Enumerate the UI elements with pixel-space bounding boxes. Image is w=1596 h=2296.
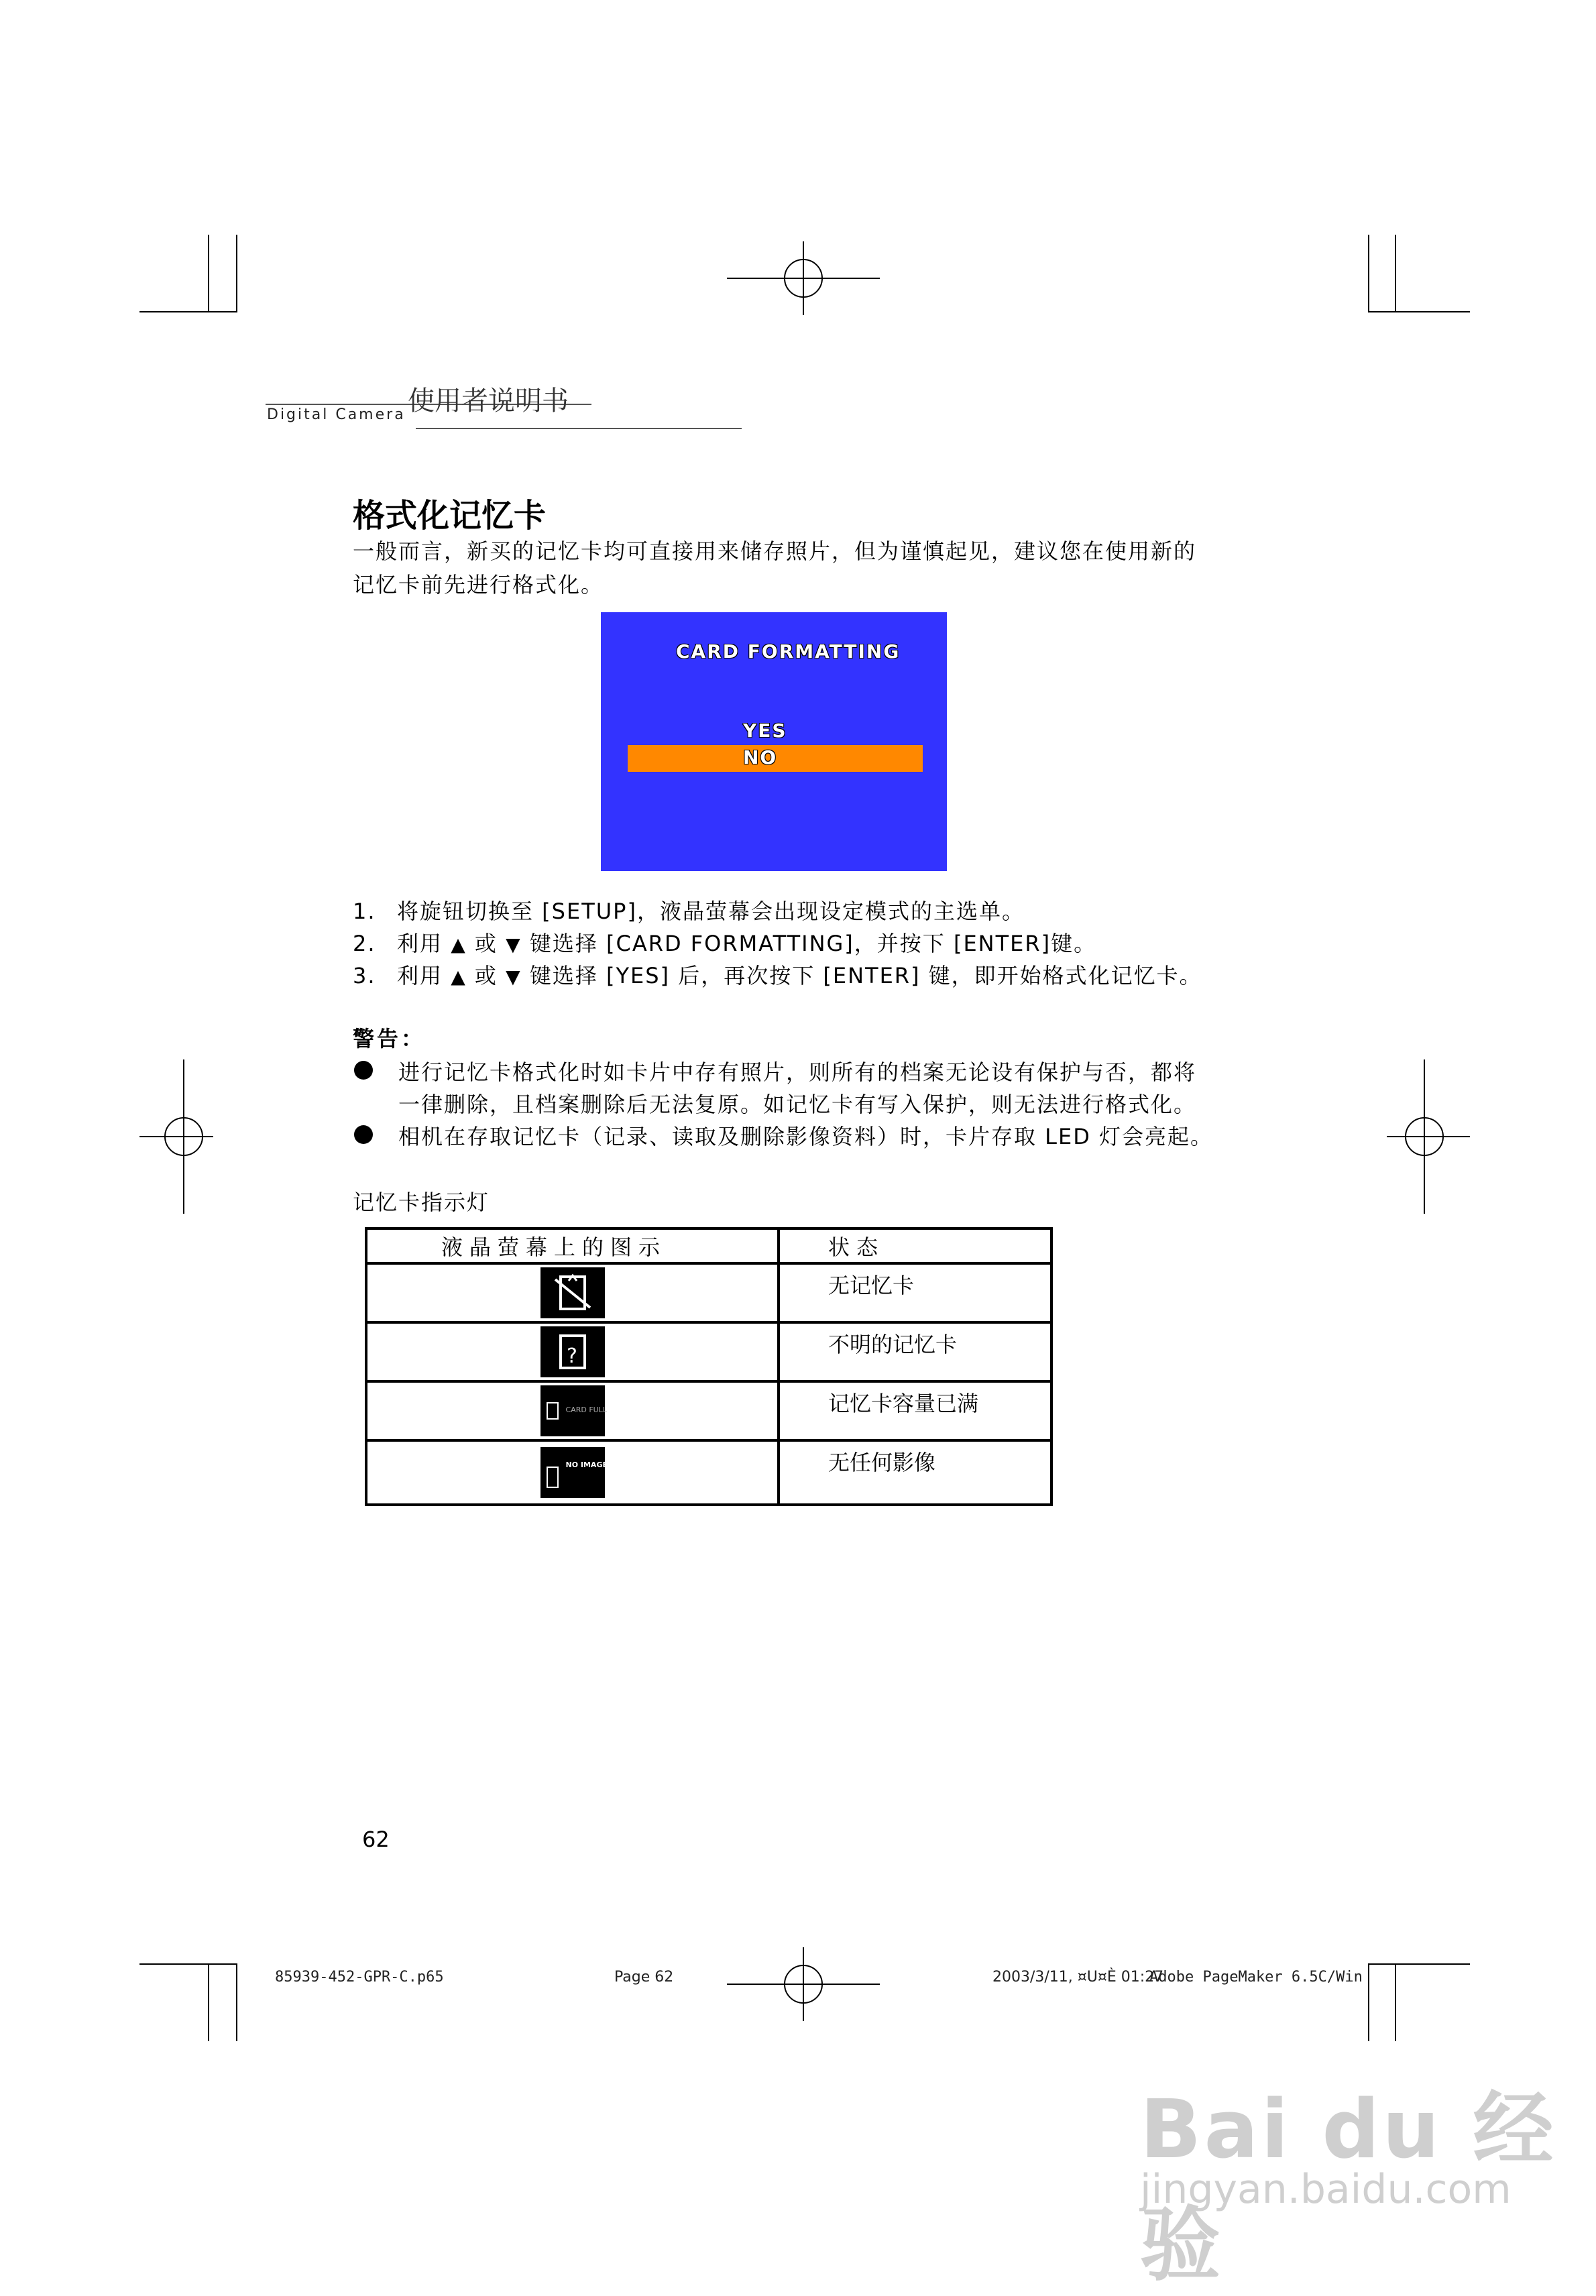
indicator-table — [365, 1227, 1053, 1506]
step-text: 键选择 [YES] 后，再次按下 [ENTER] 键，即开始格式化记忆卡。 — [529, 963, 1202, 988]
warning-item-1-line-2: 一律删除，且档案删除后无法复原。如记忆卡有写入保护，则无法进行格式化。 — [398, 1092, 1197, 1117]
crop-mark — [1368, 311, 1470, 312]
down-arrow-icon: ▼ — [506, 966, 522, 988]
card-full-icon — [540, 1385, 605, 1436]
screen-option-yes: YES — [743, 720, 787, 742]
status-cell: 不明的记忆卡 — [779, 1322, 1051, 1381]
footer-app: Adobe PageMaker 6.5C/Win — [1149, 1969, 1363, 1986]
step-text: 利用 — [397, 963, 443, 988]
crop-mark — [1395, 235, 1396, 312]
warning-item-1-line-1: 进行记忆卡格式化时如卡片中存有照片，则所有的档案无论设有保护与否，都将 — [398, 1059, 1197, 1085]
registration-mark-left — [139, 1059, 213, 1214]
watermark-logo: Bai du 经验 — [1140, 2083, 1556, 2292]
bullet-icon — [354, 1061, 373, 1080]
status-cell: 记忆卡容量已满 — [779, 1381, 1051, 1440]
no-card-icon — [540, 1267, 605, 1318]
step-text: 或 — [474, 963, 498, 988]
table-row — [366, 1322, 1051, 1381]
registration-mark-bottom — [727, 1947, 880, 2021]
step-text: 利用 — [397, 931, 443, 956]
camera-lcd-screen — [601, 612, 947, 871]
table-header-row — [366, 1228, 1051, 1263]
header-label: Digital Camera — [267, 406, 406, 423]
unknown-card-icon — [540, 1326, 605, 1377]
crop-mark — [139, 311, 236, 312]
intro-line-1: 一般而言，新买的记忆卡均可直接用来储存照片，但为谨慎起见，建议您在使用新的 — [353, 538, 1197, 564]
warning-item-2: 相机在存取记忆卡（记录、读取及删除影像资料）时，卡片存取 LED 灯会亮起。 — [398, 1124, 1214, 1149]
section-title: 格式化记忆卡 — [353, 497, 547, 534]
crop-mark — [139, 1963, 236, 1965]
table-row — [366, 1440, 1051, 1505]
icon-cell — [366, 1381, 779, 1440]
step-number: 2. — [353, 931, 376, 956]
table-row — [366, 1381, 1051, 1440]
bullet-icon — [354, 1125, 373, 1144]
step-number: 3. — [353, 963, 376, 988]
crop-mark — [1368, 1963, 1470, 1965]
up-arrow-icon: ▲ — [451, 933, 467, 956]
header-title: 使用者说明书 — [408, 386, 569, 416]
no-image-icon — [540, 1447, 608, 1498]
step-3 — [353, 959, 1202, 990]
crop-mark — [1368, 235, 1369, 312]
crop-mark — [236, 235, 237, 312]
step-1 — [353, 895, 1025, 925]
icon-cell — [366, 1440, 779, 1505]
column-header-icon: 液晶萤幕上的图示 — [366, 1228, 779, 1263]
indicator-table-title: 记忆卡指示灯 — [353, 1190, 490, 1215]
icon-cell — [366, 1322, 779, 1381]
footer-date: 2003/3/11, ¤U¤È 01:27 — [992, 1969, 1164, 1986]
step-text: 键选择 [CARD FORMATTING]，并按下 [ENTER]键。 — [529, 931, 1097, 956]
warning-heading: 警告： — [353, 1026, 426, 1051]
footer-file: 85939-452-GPR-C.p65 — [275, 1969, 444, 1986]
down-arrow-icon: ▼ — [506, 933, 522, 956]
header-rule-right — [416, 428, 742, 429]
icon-cell — [366, 1263, 779, 1322]
step-number: 1. — [353, 899, 376, 924]
step-text: 或 — [474, 931, 498, 956]
svg-text:?: ? — [566, 1344, 577, 1368]
intro-line-2: 记忆卡前先进行格式化。 — [353, 572, 604, 597]
page-number: 62 — [362, 1827, 390, 1852]
crop-mark — [1368, 1963, 1369, 2041]
screen-title: CARD FORMATTING — [676, 640, 901, 663]
step-2 — [353, 927, 1096, 958]
table-row — [366, 1263, 1051, 1322]
icon-text: NO IMAGE — [565, 1460, 608, 1469]
up-arrow-icon: ▲ — [451, 966, 467, 988]
crop-mark — [236, 1963, 237, 2041]
status-cell: 无记忆卡 — [779, 1263, 1051, 1322]
watermark-url: jingyan.baidu.com — [1140, 2166, 1512, 2213]
screen-option-no: NO — [743, 746, 778, 768]
footer-page: Page 62 — [614, 1969, 674, 1986]
status-cell: 无任何影像 — [779, 1440, 1051, 1505]
crop-mark — [208, 1963, 209, 2041]
crop-mark — [1395, 1963, 1396, 2041]
registration-mark-top — [727, 241, 880, 315]
crop-mark — [208, 235, 209, 312]
step-text: 将旋钮切换至 [SETUP]，液晶萤幕会出现设定模式的主选单。 — [397, 899, 1025, 924]
column-header-status: 状态 — [779, 1228, 1051, 1263]
icon-text: CARD FULL — [565, 1405, 607, 1414]
registration-mark-right — [1387, 1059, 1470, 1214]
